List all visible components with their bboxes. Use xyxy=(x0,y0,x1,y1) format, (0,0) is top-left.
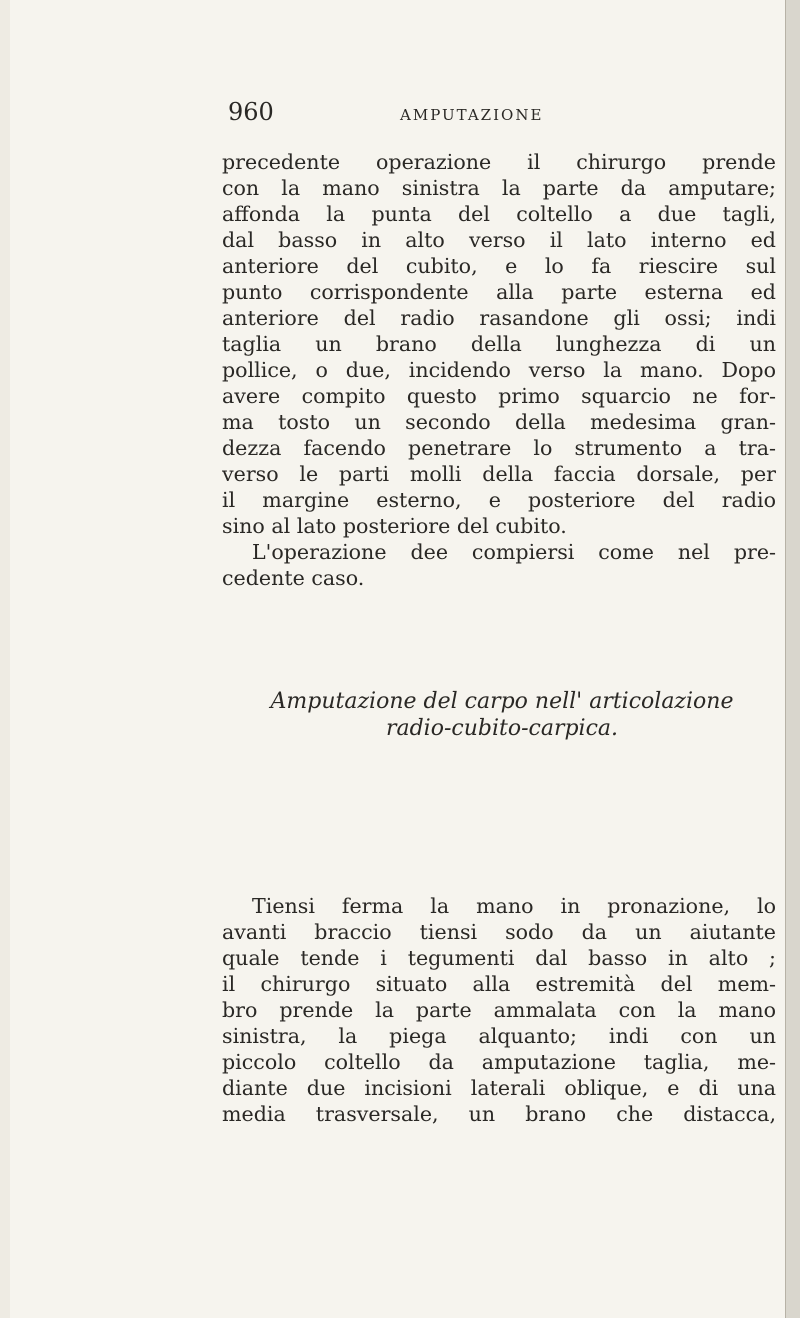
text-line: media trasversale, un brano che distacca, xyxy=(222,1102,776,1126)
text-block-upper xyxy=(222,149,776,591)
page-binding-edge xyxy=(785,0,800,1318)
text-line: avere compito questo primo squarcio ne for- xyxy=(222,384,776,408)
text-line: taglia un brano della lunghezza di un xyxy=(222,332,776,356)
text-line: quale tende i tegumenti dal basso in alto ; xyxy=(222,946,776,970)
page-header xyxy=(228,98,668,128)
text-line: il chirurgo situato alla estremità del mem- xyxy=(222,972,776,996)
text-line: con la mano sinistra la parte da amputare; xyxy=(222,176,776,200)
section-title-line: radio-cubito-carpica. xyxy=(385,716,619,741)
text-line: affonda la punta del coltello a due tagli, xyxy=(222,202,776,226)
text-line: precedente operazione il chirurgo prende xyxy=(222,150,776,174)
text-line: ma tosto un secondo della medesima gran- xyxy=(222,410,776,434)
text-line: dezza facendo penetrare lo strumento a tra- xyxy=(222,436,776,460)
text-line: anteriore del cubito, e lo fa riescire sul xyxy=(222,254,776,278)
text-line: sino al lato posteriore del cubito. xyxy=(222,514,567,538)
section-title xyxy=(222,688,782,742)
text-line: pollice, o due, incidendo verso la mano. Dopo xyxy=(222,358,776,382)
text-line: sinistra, la piega alquanto; indi con un xyxy=(222,1024,776,1048)
text-line: Tiensi ferma la mano in pronazione, lo xyxy=(252,894,776,918)
text-line: verso le parti molli della faccia dorsale, per xyxy=(222,462,776,486)
text-line: avanti braccio tiensi sodo da un aiutante xyxy=(222,920,776,944)
text-line: piccolo coltello da amputazione taglia, me- xyxy=(222,1050,776,1074)
page-number: 960 xyxy=(228,98,274,126)
text-line: punto corrispondente alla parte esterna ed xyxy=(222,280,776,304)
text-line: dal basso in alto verso il lato interno ed xyxy=(222,228,776,252)
text-line: L'operazione dee compiersi come nel pre- xyxy=(252,540,776,564)
text-line: diante due incisioni laterali oblique, e di una xyxy=(222,1076,776,1100)
text-line: bro prende la parte ammalata con la mano xyxy=(222,998,776,1022)
text-line: anteriore del radio rasandone gli ossi; indi xyxy=(222,306,776,330)
text-line: il margine esterno, e posteriore del radio xyxy=(222,488,776,512)
running-head: AMPUTAZIONE xyxy=(400,106,544,124)
section-title-line: Amputazione del carpo nell' articolazione xyxy=(270,689,734,714)
text-line: cedente caso. xyxy=(222,566,365,590)
text-block-lower xyxy=(222,893,776,1127)
page-left-shadow xyxy=(0,0,10,1318)
